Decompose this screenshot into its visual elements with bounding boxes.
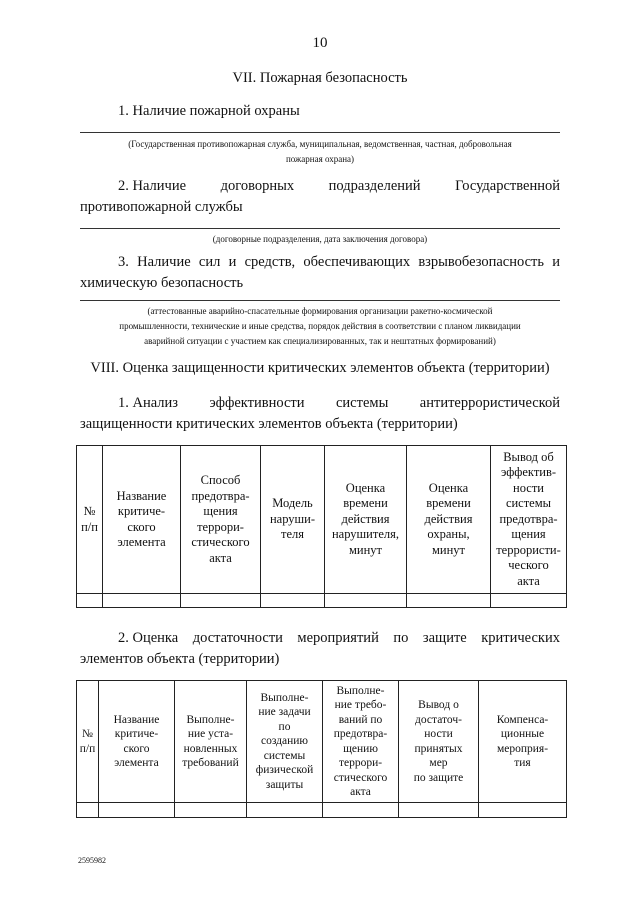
header-text-line: Название [113, 713, 160, 726]
header-text-line: Вывод о [418, 699, 459, 711]
header-text-line: достаточ- [415, 713, 462, 726]
cell[interactable] [323, 803, 399, 818]
word: по [393, 630, 409, 646]
header-text-line: Название [116, 488, 167, 503]
word: системы [335, 395, 389, 411]
section8-item1 [80, 393, 560, 435]
header-text-line: Модель [272, 496, 313, 511]
header-text-line: требований [182, 757, 239, 769]
col-sufficiency-conclusion [399, 681, 479, 803]
word: подразделений [328, 178, 421, 194]
header-text-line: предотвра- [333, 728, 388, 740]
header-text-line: террори- [197, 519, 244, 534]
header-text-line: системы [505, 496, 552, 511]
caption-line: аварийной ситуации с участием как специализированных, так и нештатных формирований) [144, 336, 496, 346]
header-text-line: минут [348, 542, 382, 557]
header-text-line: мер [429, 757, 448, 769]
word: Государственной [455, 178, 560, 194]
word: антитеррористической [419, 395, 560, 411]
header-text-line: Вывод об [503, 449, 554, 464]
header-text-line: стического [191, 535, 250, 549]
header-text-line: эффектив- [500, 465, 557, 480]
header-text-line: критиче- [117, 504, 166, 518]
header-text-line: п/п [79, 742, 96, 755]
col-prevention-requirements [323, 681, 399, 803]
cell[interactable] [77, 594, 103, 608]
header-text-line: минут [431, 542, 465, 557]
table-header-row [77, 681, 567, 803]
col-number [77, 446, 103, 594]
section7-item2 [80, 176, 560, 218]
cell[interactable] [99, 803, 175, 818]
col-prevention-method [181, 446, 261, 594]
col-intruder-model [261, 446, 325, 594]
cell[interactable] [103, 594, 181, 608]
header-text-line: критиче- [114, 728, 159, 740]
table-row [77, 803, 567, 818]
header-text-line: Выполне- [186, 713, 235, 726]
caption-line: пожарная охрана) [285, 154, 355, 164]
table-sufficiency [76, 680, 567, 818]
caption-line: промышленности, технические и иные средства, порядок действия в соответствии с планом ликвидации [119, 321, 521, 331]
word: 1. Анализ [118, 395, 179, 411]
header-text-line: действия [424, 511, 473, 526]
table-header-row [77, 446, 567, 594]
page-number: 10 [312, 35, 328, 51]
header-text-line: № [82, 728, 93, 740]
header-text-line: наруши- [269, 511, 316, 526]
header-text-line: щения [203, 504, 238, 518]
word: 2. Наличие [118, 178, 187, 194]
col-number [77, 681, 99, 803]
item1-line2: защищенности критических элементов объекта (территории) [80, 416, 458, 432]
cell[interactable] [325, 594, 407, 608]
header-text-line: физической [255, 764, 314, 777]
word: эффективности [209, 395, 305, 411]
col-intruder-time [325, 446, 407, 594]
header-text-line: Оценка [345, 480, 386, 495]
header-text-line: ционные [500, 728, 545, 740]
header-text-line: ние задачи [258, 706, 311, 719]
cell[interactable] [77, 803, 99, 818]
header-text-line: Способ [200, 473, 241, 487]
header-text-line: Выполне- [260, 691, 309, 704]
fill-line-3 [80, 300, 560, 301]
header-text-line: акта [209, 550, 232, 565]
header-text-line: предотвра- [499, 511, 558, 526]
section8-title: VIII. Оценка защищенности критических элементов объекта (территории) [90, 360, 550, 376]
word: защите [422, 630, 467, 646]
header-text-line: п/п [81, 519, 98, 534]
caption-line: (договорные подразделения, дата заключения договора) [212, 234, 428, 244]
cell[interactable] [261, 594, 325, 608]
header-text-line: охраны, [427, 527, 470, 542]
header-text-line: террори- [338, 757, 383, 769]
word: критических [481, 630, 560, 646]
word: мероприятий [297, 630, 379, 646]
caption-1 [80, 137, 560, 167]
header-text-line: предотвра- [191, 488, 250, 503]
header-text-line: созданию [260, 735, 309, 748]
fill-line-2 [80, 228, 560, 229]
header-text-line: времени [343, 496, 388, 511]
word: договорных [220, 178, 295, 194]
header-text-line: Компенса- [496, 713, 549, 726]
header-text-line: тия [514, 757, 531, 769]
header-text-line: новленных [183, 742, 238, 755]
col-conclusion [491, 446, 567, 594]
header-text-line: щения [511, 527, 546, 542]
table-efficiency [76, 445, 567, 608]
item2-line2: противопожарной службы [80, 199, 243, 215]
header-text-line: ского [127, 519, 156, 534]
header-text-line: по защите [413, 771, 464, 784]
cell[interactable] [399, 803, 479, 818]
cell[interactable] [479, 803, 567, 818]
header-text-line: акта [517, 573, 540, 588]
header-text-line: акта [350, 786, 371, 798]
cell[interactable] [247, 803, 323, 818]
header-text-line: Выполне- [336, 684, 385, 697]
header-text-line: по [278, 720, 291, 733]
header-text-line: мероприя- [496, 742, 549, 755]
item3-line2: химическую безопасность [80, 275, 244, 291]
header-text-line: ческого [508, 558, 549, 573]
table-row [77, 594, 567, 608]
word: достаточности [192, 630, 283, 646]
header-text-line: времени [426, 496, 471, 511]
section7-item3 [80, 252, 560, 294]
header-text-line: защиты [265, 778, 304, 791]
header-text-line: ского [123, 742, 150, 755]
col-guard-time [407, 446, 491, 594]
item3-line1: 3. Наличие сил и средств, обеспечивающих взрывобезопасность и [118, 254, 560, 270]
section8-item2 [80, 628, 560, 670]
col-compensation [479, 681, 567, 803]
header-text-line: террористи- [496, 542, 561, 557]
header-text-line: нарушителя, [331, 527, 399, 542]
header-text-line: ности [513, 480, 544, 495]
header-text-line: Оценка [428, 480, 469, 495]
header-text-line: стического [333, 771, 388, 784]
header-text-line: элемента [114, 757, 159, 769]
header-text-line: теля [281, 527, 304, 542]
col-element-name [99, 681, 175, 803]
footer-code: 2595982 [78, 856, 106, 865]
caption-3 [80, 304, 560, 349]
caption-line: (Государственная противопожарная служба, муниципальная, ведомственная, частная, добровольная [128, 139, 512, 149]
col-requirements [175, 681, 247, 803]
fill-line-1 [80, 132, 560, 133]
section7-item1 [80, 101, 560, 122]
header-text-line: № [83, 504, 96, 518]
header-text-line: ние уста- [187, 728, 234, 740]
item1-text: 1. Наличие пожарной охраны [118, 103, 300, 119]
header-text-line: системы [263, 749, 306, 762]
header-text-line: ности [424, 728, 453, 740]
cell[interactable] [491, 594, 567, 608]
header-text-line: действия [341, 511, 390, 526]
header-text-line: ваний по [338, 713, 383, 726]
col-physical-protection [247, 681, 323, 803]
col-element-name [103, 446, 181, 594]
cell[interactable] [407, 594, 491, 608]
item2-line2: элементов объекта (территории) [80, 651, 280, 667]
caption-2 [80, 232, 560, 247]
header-text-line: принятых [414, 742, 463, 755]
caption-line: (аттестованные аварийно-спасательные формирования организации ракетно-космической [147, 306, 493, 316]
section7-title: VII. Пожарная безопасность [232, 70, 408, 86]
header-text-line: элемента [117, 535, 166, 549]
header-text-line: щению [343, 742, 378, 755]
cell[interactable] [181, 594, 261, 608]
word: 2. Оценка [118, 630, 179, 646]
cell[interactable] [175, 803, 247, 818]
header-text-line: ние требо- [334, 699, 387, 711]
